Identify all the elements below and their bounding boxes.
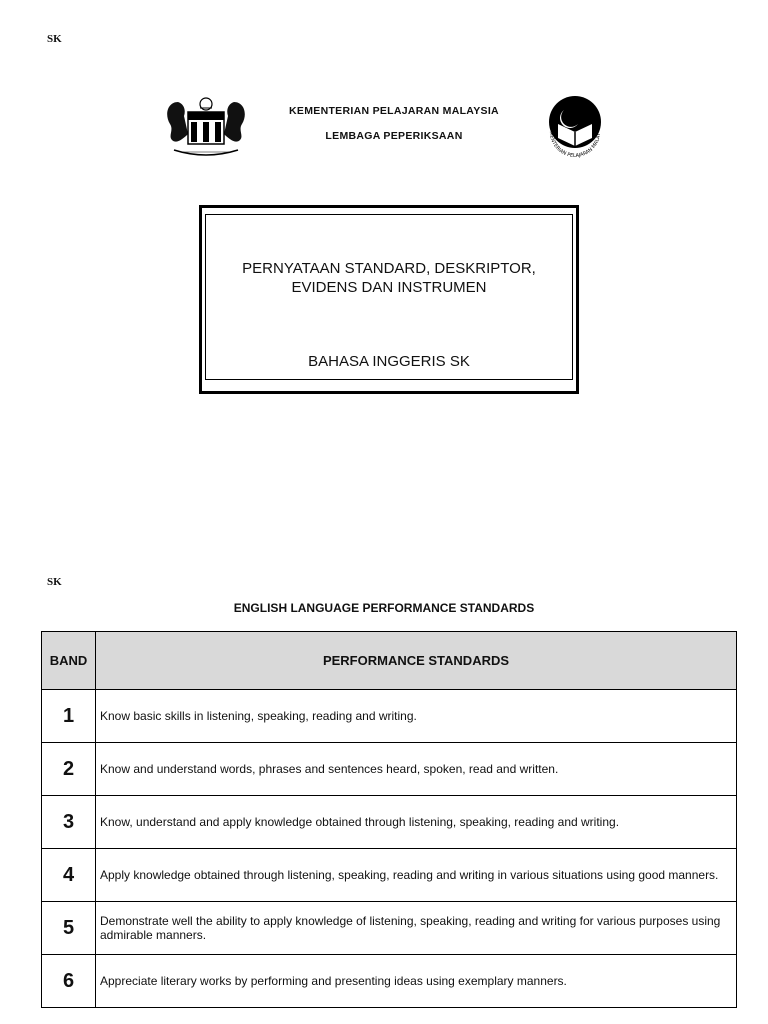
band-number: 1 (42, 690, 96, 743)
band-description: Know and understand words, phrases and sentences heard, spoken, read and written. (96, 743, 737, 796)
title-line-1: PERNYATAAN STANDARD, DESKRIPTOR, (242, 260, 536, 277)
title-line-2: EVIDENS DAN INSTRUMEN (291, 279, 487, 296)
document-code: SK (47, 33, 62, 45)
table-row (42, 743, 737, 796)
coat-of-arms-logo (160, 94, 252, 162)
seal-text: MENTERIAN PELAJARAN MALAY (547, 131, 603, 160)
subject-title: BAHASA INGGERIS SK (308, 353, 470, 370)
ministry-seal-logo (540, 94, 610, 164)
table-row (42, 902, 737, 955)
agency-subname: LEMBAGA PEPERIKSAAN (325, 130, 463, 142)
band-number: 6 (42, 955, 96, 1008)
band-description: Demonstrate well the ability to apply knowledge of listening, speaking, reading and writing for various purposes using admirable manners. (96, 902, 737, 955)
band-column-header: BAND (42, 632, 96, 690)
title-box (199, 205, 579, 394)
band-number: 3 (42, 796, 96, 849)
band-number: 4 (42, 849, 96, 902)
title-box-inner (205, 214, 573, 380)
performance-standards-table (41, 631, 737, 1008)
band-number: 2 (42, 743, 96, 796)
table-header-row (42, 632, 737, 690)
document-code-page2: SK (47, 576, 62, 588)
table-row (42, 690, 737, 743)
table-heading: ENGLISH LANGUAGE PERFORMANCE STANDARDS (233, 601, 535, 615)
band-description: Appreciate literary works by performing and presenting ideas using exemplary manners. (96, 955, 737, 1008)
document-title (206, 259, 572, 297)
band-description: Know basic skills in listening, speaking, reading and writing. (96, 690, 737, 743)
band-description: Know, understand and apply knowledge obtained through listening, speaking, reading and writing. (96, 796, 737, 849)
table-row (42, 796, 737, 849)
band-number: 5 (42, 902, 96, 955)
table-row (42, 955, 737, 1008)
table-row (42, 849, 737, 902)
agency-name: KEMENTERIAN PELAJARAN MALAYSIA (289, 105, 499, 117)
band-description: Apply knowledge obtained through listening, speaking, reading and writing in various situations using good manners. (96, 849, 737, 902)
standards-column-header: PERFORMANCE STANDARDS (96, 632, 737, 690)
